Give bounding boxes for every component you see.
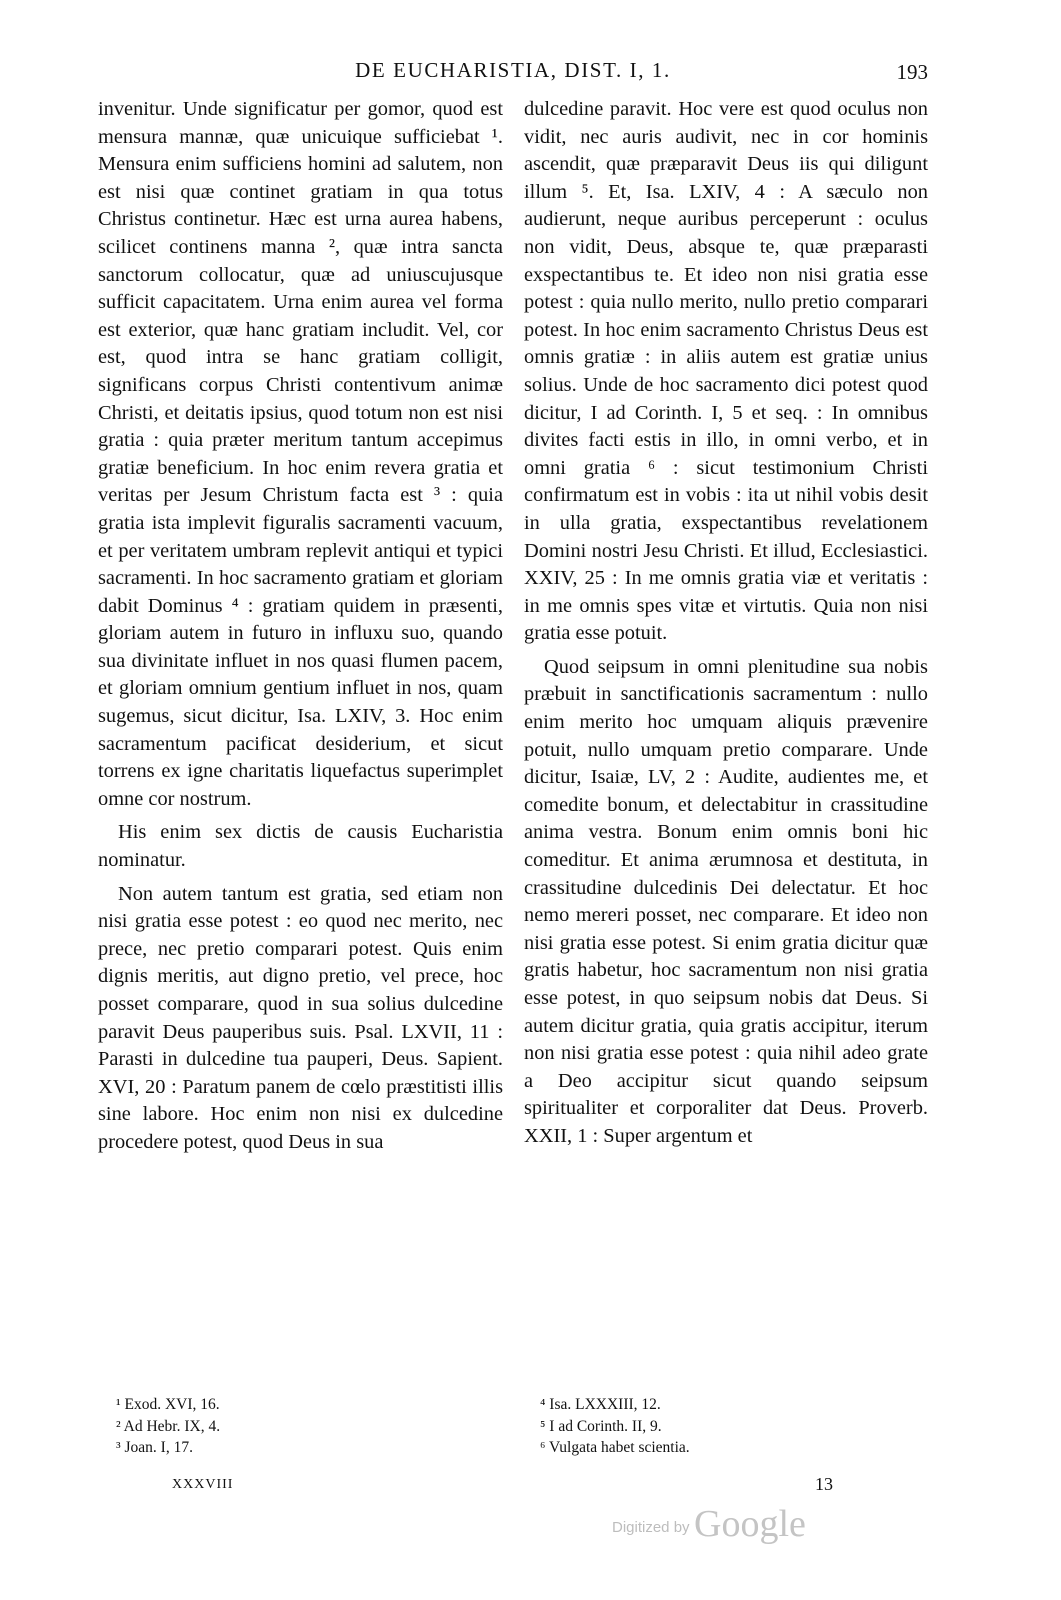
footnote-1: ¹ Exod. XVI, 16. xyxy=(116,1396,220,1413)
footnotes-left xyxy=(116,1394,496,1459)
page-number: 193 xyxy=(896,60,928,84)
footnote-2: ² Ad Hebr. IX, 4. xyxy=(116,1417,221,1435)
left-paragraph-1: invenitur. Unde significatur per gomor, quod est mensura mannæ, quæ unicuique sufficiebat ¹. Mensura enim sufficiens homini ad salutem, non est nisi quæ continet gratiam in qua totus Christus continetur. Hæc est urna aurea habens, scilicet continens manna ², quæ intra sancta sanctorum collocatur, quæ ad uniuscujusque sufficit capacitatem. Urna enim aurea vel forma est exterior, quæ hanc gratiam includit. Vel, cor est, quod intra se hanc gratiam colligit, significans corpus Christi contentivum animæ Christi, et deitatis ipsius, quod totum non est nisi gratia : quia præter meritum tantum accepimus gratiæ beneficium. In hoc enim revera gratia et veritas per Jesum Christum facta est ³ : quia gratia ista implevit figuralis sacramenti vacuum, et per veritatem umbram replevit antiqui et typici sacramenti. In hoc sacramento gratiam et gloriam dabit Dominus ⁴ : gratiam quidem in præsenti, gloriam autem in futuro in influxu suo, quando sua divinitate influet in nos quasi flumen pacem, et gloriam omnium gentium influet in nos, quam sugemus, sicut dicitur, Isa. LXIV, 3. Hoc enim sacramentum pacificat desiderium, et sicut torrens ex igne charitatis liquefactus superimplet omne cor nostrum. xyxy=(98,98,503,810)
left-column xyxy=(98,96,503,1157)
left-paragraph-2: His enim sex dictis de causis Eucharistia nominatur. xyxy=(98,821,503,872)
footnote-3: ³ Joan. I, 17. xyxy=(116,1439,193,1456)
right-column xyxy=(524,96,928,1151)
left-paragraph-3: Non autem tantum est gratia, sed etiam non nisi gratia esse potest : eo quod nec merito, nec prece, nec pretio comparari potest. Quis enim dignis meritis, aut digno pretio, vel prece, hoc posset comparare, quod in sua solius dulcedine paravit Deus pauperibus suis. Psal. LXVII, 11 : Parasti in dulcedine tua pauperi, Deus. Sapient. XVI, 20 : Paratum panem de cœlo præstitisti illis sine labore. Hoc enim non nisi ex dulcedine procedere potest, quod Deus in sua xyxy=(98,882,503,1153)
digitization-watermark xyxy=(612,1502,806,1546)
running-title: DE EUCHARISTIA, DIST. I, 1. xyxy=(355,58,671,82)
right-paragraph-1: dulcedine paravit. Hoc vere est quod oculus non vidit, nec auris audivit, nec in cor hominis ascendit, quæ præparavit Deus iis qui diligunt illum ⁵. Et, Isa. LXIV, 4 : A sæculo non audierunt, neque auribus perceperunt : oculus non vidit, Deus, absque te, quæ præparasti exspectantibus te. Et ideo non nisi gratia esse potest : quia nullo merito, nullo pretio comparari potest. In hoc enim sacramento Christus Deus est omnis gratiæ : in aliis autem est gratiæ unius solius. Unde de hoc sacramento dici potest quod dicitur, I ad Corinth. I, 5 et seq. : In omnibus divites facti estis in illo, in omni verbo, et in omni gratia ⁶ : sicut testimonium Christi confirmatum est in vobis : ita ut nihil vobis desit in ulla gratia, exspectantibus revelationem Domini nostri Jesu Christi. Et illud, Ecclesiastici. XXIV, 25 : In me omnis gratia viæ et veritatis : in me omnis spes vitæ et virtutis. Quia non nisi gratia esse potuit. xyxy=(524,98,928,645)
sheet-number: 13 xyxy=(815,1474,833,1494)
right-paragraph-2: Quod seipsum in omni plenitudine sua nobis præbuit in sanctificationis sacramentum : nullo enim merito hoc umquam aliquis prævenire potuit, nullo umquam pretio comparare. Unde dicitur, Isaiæ, LV, 2 : Audite, audientes me, et comedite bonum, et delectabitur in crassitudine anima vestra. Bonum enim omnis boni hic comeditur. Et anima ærumnosa et destituta, in crassitudine dulcedinis Dei delectatur. Et hoc nemo mereri posset, nec comparare. Et ideo non nisi gratia esse potest. Si enim gratia dicitur quæ gratis habetur, hoc sacramentum non nisi gratia esse potest, in quo seipsum nobis dat Deus. Si autem dicitur gratia, quia gratis accipitur, iterum non nisi gratia esse potest : quia nihil adeo grate a Deo accipitur sicut quando seipsum spiritualiter et corporaliter dat Deus. Proverb. XXII, 1 : Super argentum et xyxy=(524,655,928,1147)
footnote-4: ⁴ Isa. LXXXIII, 12. xyxy=(540,1396,661,1413)
footnote-6: ⁶ Vulgata habet scientia. xyxy=(540,1439,690,1456)
watermark-prefix: Digitized by xyxy=(612,1519,690,1536)
footnote-5: ⁵ I ad Corinth. II, 9. xyxy=(540,1417,662,1435)
signature-mark: XXXVIII xyxy=(172,1477,234,1492)
running-head xyxy=(98,58,928,88)
google-logo: Google xyxy=(694,1503,806,1545)
footnotes-right xyxy=(540,1394,920,1459)
